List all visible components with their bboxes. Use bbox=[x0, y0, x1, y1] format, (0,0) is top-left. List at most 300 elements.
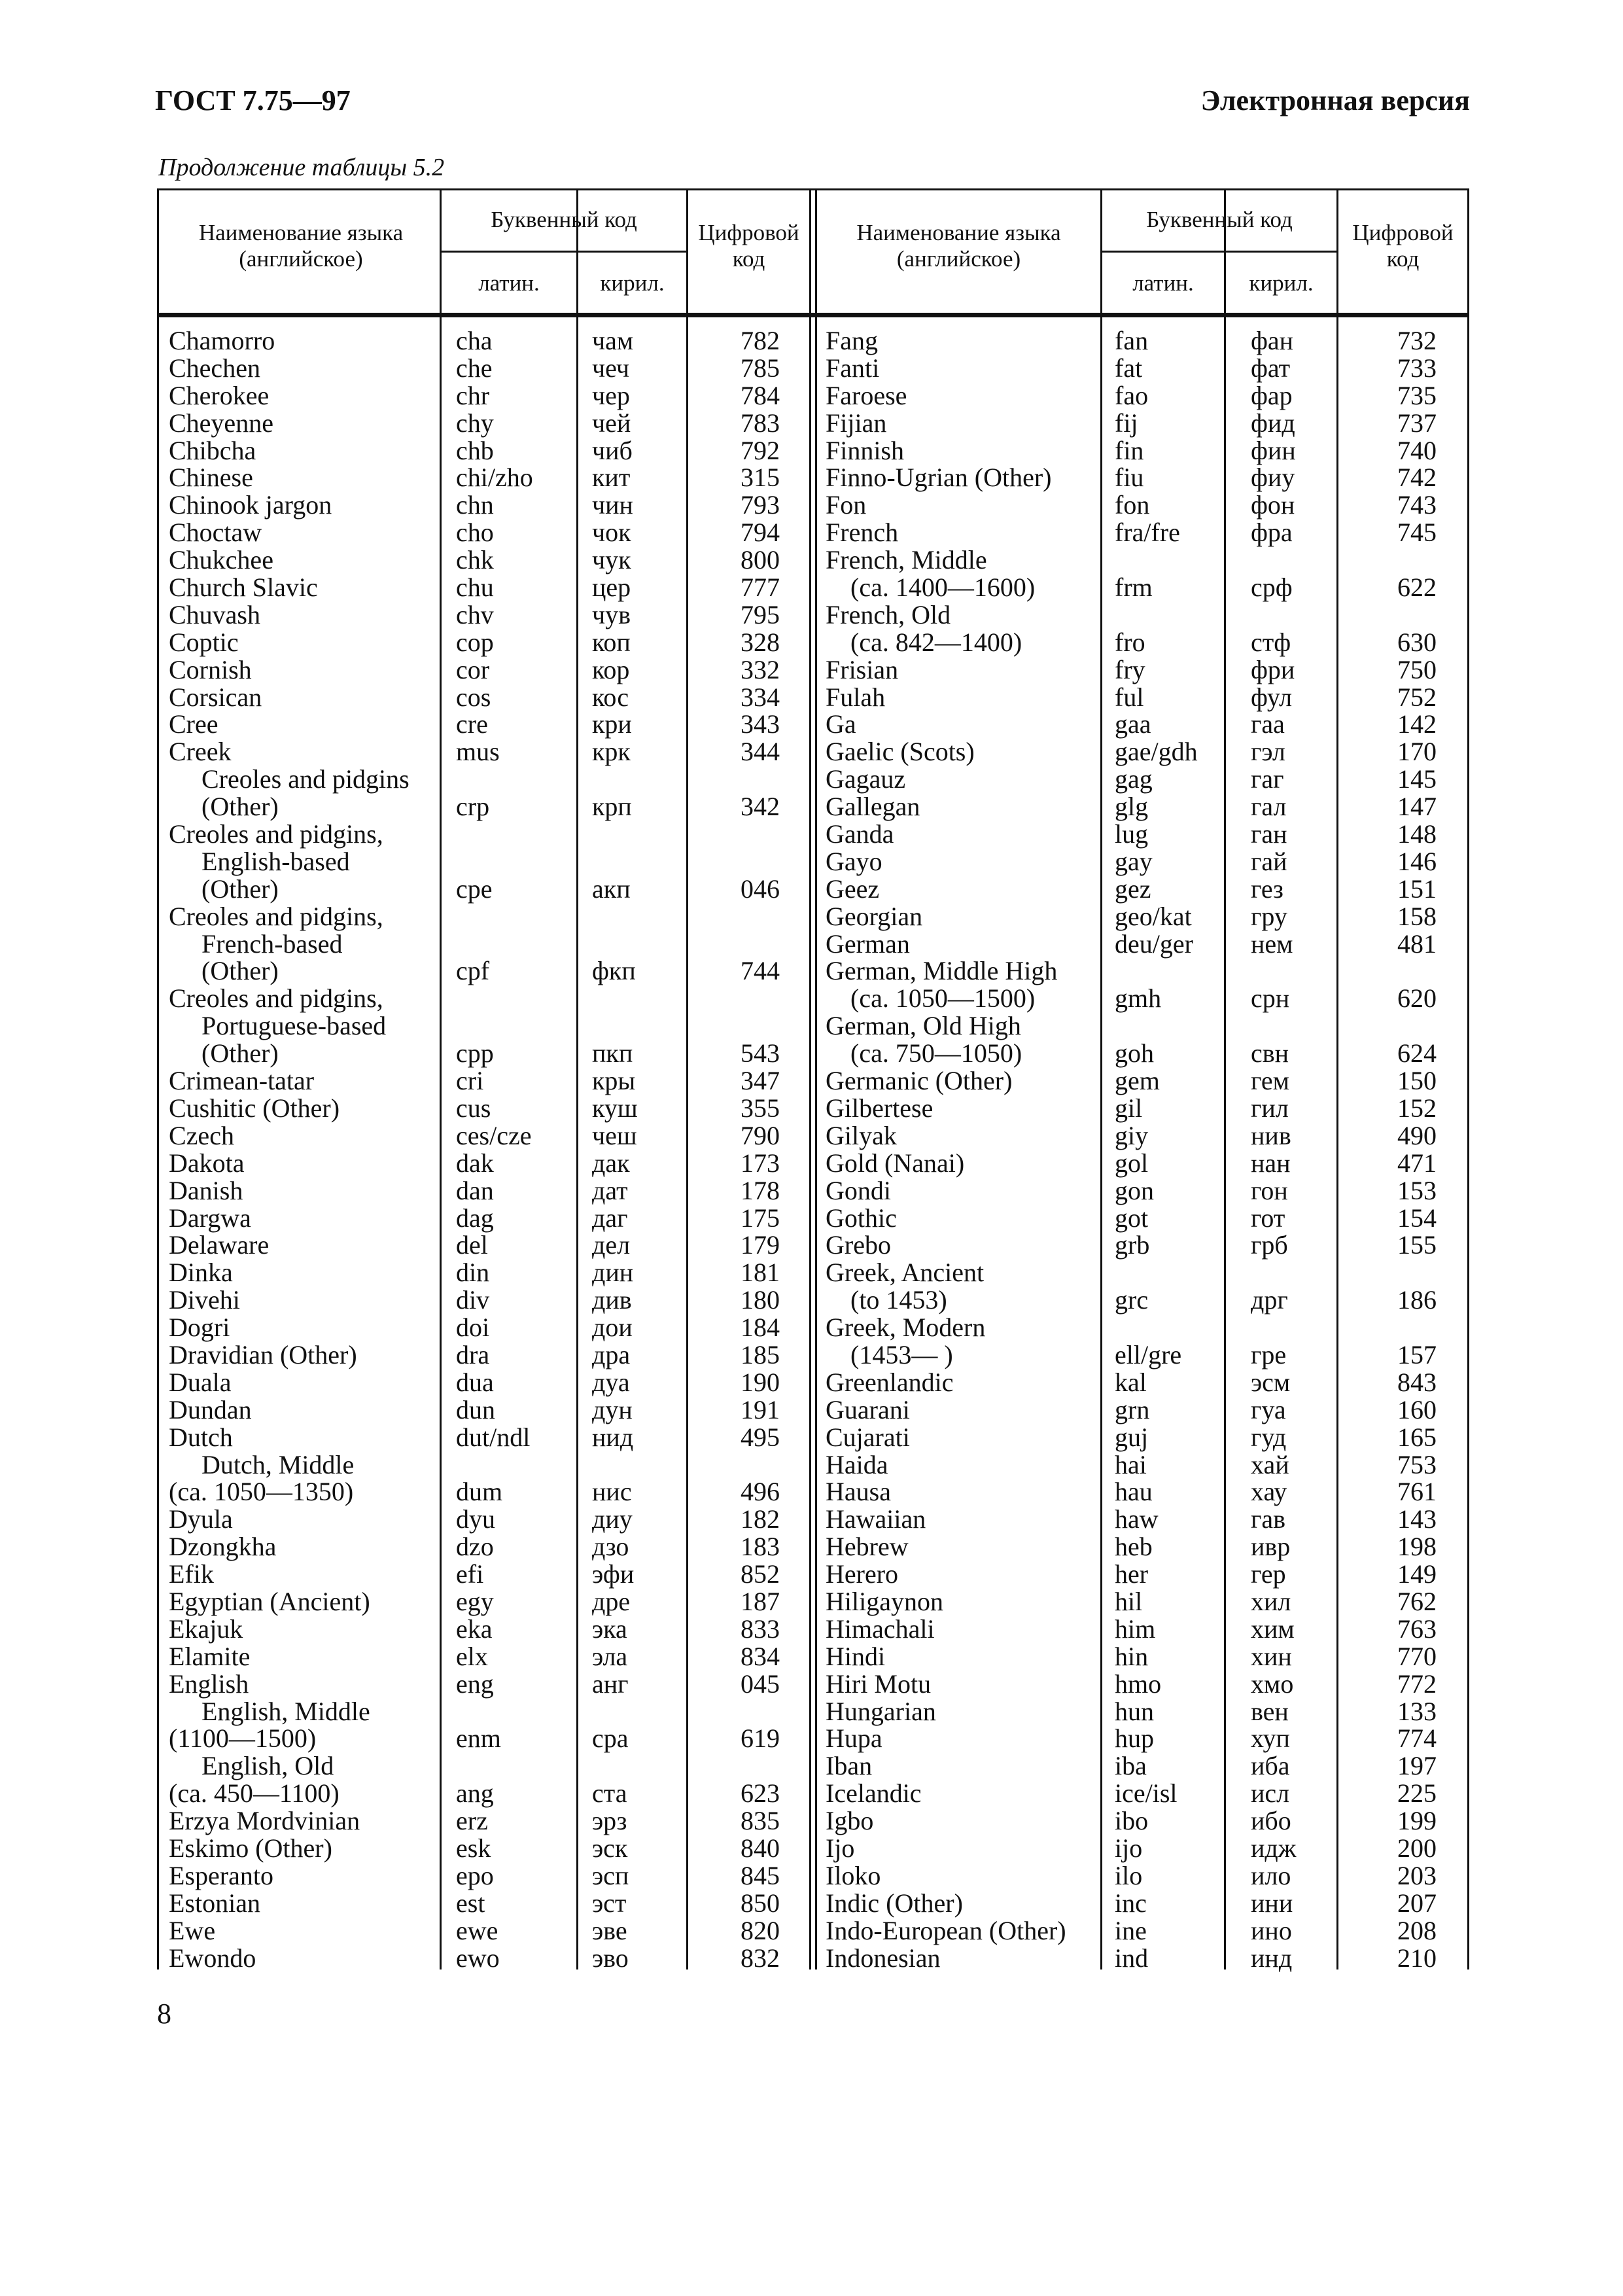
language-name: Chuvash bbox=[169, 599, 260, 629]
language-name: Creoles and pidgins, bbox=[169, 901, 383, 931]
table-row bbox=[157, 766, 1469, 793]
numeric-code: 782 bbox=[741, 326, 780, 355]
latin-code: cpe bbox=[456, 874, 493, 904]
cyrillic-code: эво bbox=[592, 1943, 629, 1973]
language-name: Danish bbox=[169, 1175, 243, 1205]
language-name: Fijian bbox=[826, 408, 887, 438]
language-name: (1100—1500) bbox=[169, 1723, 317, 1754]
language-name: Cushitic (Other) bbox=[169, 1093, 340, 1123]
latin-code: gay bbox=[1115, 846, 1153, 876]
language-name: Duala bbox=[169, 1367, 232, 1397]
table-row bbox=[157, 1095, 1469, 1122]
language-name: Hiligaynon bbox=[826, 1586, 943, 1616]
numeric-code: 180 bbox=[741, 1285, 780, 1315]
numeric-code: 328 bbox=[741, 627, 780, 657]
numeric-code: 203 bbox=[1397, 1860, 1437, 1890]
table-row bbox=[157, 1725, 1469, 1752]
table-row bbox=[157, 1177, 1469, 1205]
numeric-code: 210 bbox=[1397, 1943, 1437, 1973]
numeric-code: 187 bbox=[741, 1586, 780, 1616]
language-name: Egyptian (Ancient) bbox=[169, 1586, 370, 1616]
latin-code: erz bbox=[456, 1806, 488, 1836]
cyrillic-code: ивр bbox=[1251, 1532, 1291, 1562]
numeric-code: 199 bbox=[1397, 1806, 1437, 1836]
language-name: (Other) bbox=[201, 874, 279, 904]
numeric-code: 471 bbox=[1397, 1148, 1437, 1178]
latin-code: kal bbox=[1115, 1367, 1147, 1397]
cyrillic-code: эка bbox=[592, 1614, 627, 1644]
numeric-code: 150 bbox=[1397, 1066, 1437, 1096]
table-row bbox=[157, 711, 1469, 738]
table-row bbox=[157, 601, 1469, 629]
cyrillic-code: крк bbox=[592, 737, 631, 767]
language-name: Delaware bbox=[169, 1230, 270, 1260]
cyrillic-code: эрз bbox=[592, 1806, 627, 1836]
cyrillic-code: грб bbox=[1251, 1230, 1288, 1260]
cyrillic-code: свн bbox=[1251, 1038, 1289, 1069]
table-row bbox=[157, 793, 1469, 821]
latin-code: fon bbox=[1115, 490, 1150, 520]
table-row bbox=[157, 684, 1469, 711]
cyrillic-code: чок bbox=[592, 518, 631, 548]
column-header-latin: латин. bbox=[478, 270, 540, 296]
numeric-code: 153 bbox=[1397, 1175, 1437, 1205]
numeric-code: 181 bbox=[741, 1258, 780, 1288]
table-row bbox=[157, 519, 1469, 546]
cyrillic-code: чеч bbox=[592, 353, 629, 383]
cyrillic-code: исл bbox=[1251, 1778, 1290, 1809]
language-name: Elamite bbox=[169, 1641, 251, 1671]
language-name: Iban bbox=[826, 1751, 873, 1781]
language-name: Icelandic bbox=[826, 1778, 922, 1809]
numeric-code: 792 bbox=[741, 435, 780, 465]
numeric-code: 845 bbox=[741, 1860, 780, 1890]
cyrillic-code: эсп bbox=[592, 1860, 629, 1890]
cyrillic-code: ило bbox=[1251, 1860, 1291, 1890]
language-name: (Other) bbox=[201, 1038, 279, 1069]
numeric-code: 834 bbox=[741, 1641, 780, 1671]
table-row bbox=[157, 1561, 1469, 1588]
cyrillic-code: срн bbox=[1251, 983, 1290, 1014]
cyrillic-code: кри bbox=[592, 709, 632, 739]
numeric-code: 852 bbox=[741, 1559, 780, 1589]
cyrillic-code: нив bbox=[1251, 1120, 1291, 1150]
cyrillic-code: иба bbox=[1251, 1751, 1290, 1781]
latin-code: frm bbox=[1115, 573, 1153, 603]
column-header-cyril: кирил. bbox=[600, 270, 665, 296]
language-name: German, Old High bbox=[826, 1011, 1021, 1041]
cyrillic-code: эст bbox=[592, 1888, 627, 1918]
language-name: Finnish bbox=[826, 435, 905, 465]
cyrillic-code: нем bbox=[1251, 928, 1293, 959]
table-row bbox=[157, 930, 1469, 958]
latin-code: fiu bbox=[1115, 463, 1144, 493]
table-row bbox=[157, 1862, 1469, 1890]
table-row bbox=[157, 1396, 1469, 1424]
numeric-code: 790 bbox=[741, 1120, 780, 1150]
latin-code: ijo bbox=[1115, 1833, 1143, 1863]
table-row bbox=[157, 1588, 1469, 1616]
latin-code: heb bbox=[1115, 1532, 1153, 1562]
latin-code: hil bbox=[1115, 1586, 1143, 1616]
cyrillic-code: хуп bbox=[1251, 1723, 1290, 1754]
numeric-code: 198 bbox=[1397, 1532, 1437, 1562]
latin-code: goh bbox=[1115, 1038, 1154, 1069]
language-name: Herero bbox=[826, 1559, 899, 1589]
cyrillic-code: фра bbox=[1251, 518, 1293, 548]
language-name: Indonesian bbox=[826, 1943, 941, 1973]
language-name: Germanic (Other) bbox=[826, 1066, 1013, 1096]
numeric-code: 762 bbox=[1397, 1586, 1437, 1616]
numeric-code: 850 bbox=[741, 1888, 780, 1918]
latin-code: ind bbox=[1115, 1943, 1149, 1973]
latin-code: hup bbox=[1115, 1723, 1154, 1754]
language-code-table bbox=[157, 188, 1469, 1973]
table-row bbox=[157, 1506, 1469, 1533]
language-name: Ijo bbox=[826, 1833, 855, 1863]
language-name: Czech bbox=[169, 1120, 234, 1150]
latin-code: dan bbox=[456, 1175, 494, 1205]
numeric-code: 183 bbox=[741, 1532, 780, 1562]
numeric-code: 795 bbox=[741, 599, 780, 629]
numeric-code: 186 bbox=[1397, 1285, 1437, 1315]
cyrillic-code: дрг bbox=[1251, 1285, 1288, 1315]
language-name: Haida bbox=[826, 1449, 888, 1479]
language-name: Gagauz bbox=[826, 764, 906, 794]
latin-code: fat bbox=[1115, 353, 1143, 383]
language-name: Gilyak bbox=[826, 1120, 897, 1150]
latin-code: gaa bbox=[1115, 709, 1151, 739]
language-name: Fulah bbox=[826, 682, 886, 712]
latin-code: efi bbox=[456, 1559, 484, 1589]
latin-code: dak bbox=[456, 1148, 494, 1178]
cyrillic-code: пкп bbox=[592, 1038, 633, 1069]
latin-code: haw bbox=[1115, 1504, 1159, 1534]
table-row bbox=[157, 1341, 1469, 1369]
language-name: Gaelic (Scots) bbox=[826, 737, 975, 767]
language-name: (Other) bbox=[201, 792, 279, 822]
latin-code: crp bbox=[456, 792, 490, 822]
language-name: Cornish bbox=[169, 654, 252, 684]
cyrillic-code: чер bbox=[592, 380, 630, 410]
numeric-code: 143 bbox=[1397, 1504, 1437, 1534]
language-name: Corsican bbox=[169, 682, 262, 712]
table-row bbox=[157, 1835, 1469, 1862]
latin-code: iba bbox=[1115, 1751, 1147, 1781]
cyrillic-code: анг bbox=[592, 1669, 629, 1699]
numeric-code: 170 bbox=[1397, 737, 1437, 767]
language-name: Indo-European (Other) bbox=[826, 1915, 1066, 1945]
language-name: Chukchee bbox=[169, 545, 273, 575]
numeric-code: 622 bbox=[1397, 573, 1437, 603]
numeric-code: 772 bbox=[1397, 1669, 1437, 1699]
table-row bbox=[157, 1040, 1469, 1067]
latin-code: cpf bbox=[456, 956, 490, 986]
latin-code: fao bbox=[1115, 380, 1149, 410]
numeric-code: 184 bbox=[741, 1313, 780, 1343]
numeric-code: 840 bbox=[741, 1833, 780, 1863]
latin-code: chy bbox=[456, 408, 494, 438]
latin-code: dra bbox=[456, 1339, 490, 1369]
language-name: Fang bbox=[826, 326, 878, 355]
language-name: Dutch, Middle bbox=[201, 1449, 355, 1479]
numeric-code: 133 bbox=[1397, 1696, 1437, 1726]
numeric-code: 843 bbox=[1397, 1367, 1437, 1397]
latin-code: dyu bbox=[456, 1504, 495, 1534]
latin-code: ine bbox=[1115, 1915, 1147, 1945]
table-row bbox=[157, 1533, 1469, 1561]
language-name: Hindi bbox=[826, 1641, 886, 1671]
latin-code: eng bbox=[456, 1669, 494, 1699]
table-row bbox=[157, 1286, 1469, 1314]
latin-code: epo bbox=[456, 1860, 494, 1890]
cyrillic-code: чин bbox=[592, 490, 633, 520]
language-name: Ganda bbox=[826, 819, 894, 849]
cyrillic-code: фид bbox=[1251, 408, 1295, 438]
table-row bbox=[157, 1917, 1469, 1945]
latin-code: gag bbox=[1115, 764, 1153, 794]
table-row bbox=[157, 1012, 1469, 1040]
language-name: Dakota bbox=[169, 1148, 245, 1178]
cyrillic-code: гре bbox=[1251, 1339, 1287, 1369]
numeric-code: 045 bbox=[741, 1669, 780, 1699]
language-name: (ca. 1400—1600) bbox=[850, 573, 1036, 603]
latin-code: geo/kat bbox=[1115, 901, 1192, 931]
numeric-code: 820 bbox=[741, 1915, 780, 1945]
latin-code: div bbox=[456, 1285, 490, 1315]
numeric-code: 190 bbox=[741, 1367, 780, 1397]
latin-code: cus bbox=[456, 1093, 491, 1123]
table-row bbox=[157, 1478, 1469, 1506]
numeric-code: 152 bbox=[1397, 1093, 1437, 1123]
latin-code: him bbox=[1115, 1614, 1156, 1644]
numeric-code: 355 bbox=[741, 1093, 780, 1123]
latin-code: fry bbox=[1115, 654, 1145, 684]
cyrillic-code: хай bbox=[1251, 1449, 1289, 1479]
cyrillic-code: вен bbox=[1251, 1696, 1289, 1726]
latin-code: hun bbox=[1115, 1696, 1154, 1726]
table-body bbox=[157, 327, 1469, 1971]
language-name: German bbox=[826, 928, 910, 959]
cyrillic-code: гаг bbox=[1251, 764, 1284, 794]
language-name: Dravidian (Other) bbox=[169, 1339, 357, 1369]
cyrillic-code: акп bbox=[592, 874, 631, 904]
numeric-code: 154 bbox=[1397, 1203, 1437, 1233]
cyrillic-code: эве bbox=[592, 1915, 627, 1945]
latin-code: ces/cze bbox=[456, 1120, 532, 1150]
table-row bbox=[157, 382, 1469, 410]
cyrillic-code: кос bbox=[592, 682, 629, 712]
cyrillic-code: ибо bbox=[1251, 1806, 1291, 1836]
cyrillic-code: гил bbox=[1251, 1093, 1289, 1123]
cyrillic-code: гез bbox=[1251, 874, 1283, 904]
latin-code: ilo bbox=[1115, 1860, 1143, 1890]
language-name: (ca. 750—1050) bbox=[850, 1038, 1022, 1069]
language-name: Erzya Mordvinian bbox=[169, 1806, 360, 1836]
cyrillic-code: кор bbox=[592, 654, 630, 684]
numeric-code: 793 bbox=[741, 490, 780, 520]
language-name: (ca. 450—1100) bbox=[169, 1778, 340, 1809]
numeric-code: 207 bbox=[1397, 1888, 1437, 1918]
language-name: Gold (Nanai) bbox=[826, 1148, 965, 1178]
latin-code: dua bbox=[456, 1367, 494, 1397]
latin-code: chb bbox=[456, 435, 494, 465]
language-name: Dyula bbox=[169, 1504, 233, 1534]
cyrillic-code: фат bbox=[1251, 353, 1291, 383]
latin-code: doi bbox=[456, 1313, 490, 1343]
latin-code: grb bbox=[1115, 1230, 1150, 1260]
table-row bbox=[157, 1616, 1469, 1643]
table-row bbox=[157, 738, 1469, 766]
language-name: Dargwa bbox=[169, 1203, 251, 1233]
table-row bbox=[157, 1424, 1469, 1451]
language-name: Faroese bbox=[826, 380, 907, 410]
numeric-code: 735 bbox=[1397, 380, 1437, 410]
column-header-digital: Цифровой код bbox=[1352, 220, 1454, 272]
language-name: (ca. 1050—1350) bbox=[169, 1477, 354, 1507]
language-name: Cheyenne bbox=[169, 408, 273, 438]
language-name: Cujarati bbox=[826, 1422, 910, 1452]
cyrillic-code: коп bbox=[592, 627, 631, 657]
numeric-code: 619 bbox=[741, 1723, 780, 1754]
latin-code: gil bbox=[1115, 1093, 1143, 1123]
language-name: French-based bbox=[201, 928, 343, 959]
table-row bbox=[157, 1780, 1469, 1807]
numeric-code: 151 bbox=[1397, 874, 1437, 904]
language-name: Hupa bbox=[826, 1723, 882, 1754]
cyrillic-code: фиу bbox=[1251, 463, 1295, 493]
numeric-code: 750 bbox=[1397, 654, 1437, 684]
table-rule bbox=[157, 188, 1469, 190]
language-name: French, Old bbox=[826, 599, 951, 629]
numeric-code: 753 bbox=[1397, 1449, 1437, 1479]
column-header-digital: Цифровой код bbox=[698, 220, 799, 272]
language-name: Hiri Motu bbox=[826, 1669, 932, 1699]
cyrillic-code: дуа bbox=[592, 1367, 630, 1397]
language-name: Gayo bbox=[826, 846, 882, 876]
numeric-code: 165 bbox=[1397, 1422, 1437, 1452]
table-rule bbox=[440, 251, 688, 253]
latin-code: dum bbox=[456, 1477, 503, 1507]
column-header-name: Наименование языка (английское) bbox=[198, 220, 404, 272]
numeric-code: 835 bbox=[741, 1806, 780, 1836]
language-name: (ca. 1050—1500) bbox=[850, 983, 1036, 1014]
language-name: French, Middle bbox=[826, 545, 987, 575]
numeric-code: 761 bbox=[1397, 1477, 1437, 1507]
cyrillic-code: гуа bbox=[1251, 1394, 1286, 1424]
cyrillic-code: ган bbox=[1251, 819, 1287, 849]
cyrillic-code: фри bbox=[1251, 654, 1295, 684]
language-name: Greek, Modern bbox=[826, 1313, 986, 1343]
latin-code: fra/fre bbox=[1115, 518, 1180, 548]
cyrillic-code: гал bbox=[1251, 792, 1287, 822]
latin-code: fan bbox=[1115, 326, 1149, 355]
latin-code: ang bbox=[456, 1778, 494, 1809]
language-name: Creoles and pidgins, bbox=[169, 819, 383, 849]
language-name: Geez bbox=[826, 874, 880, 904]
table-row bbox=[157, 1670, 1469, 1698]
numeric-code: 148 bbox=[1397, 819, 1437, 849]
numeric-code: 225 bbox=[1397, 1778, 1437, 1809]
language-name: Iloko bbox=[826, 1860, 881, 1890]
language-name: Choctaw bbox=[169, 518, 262, 548]
cyrillic-code: крп bbox=[592, 792, 632, 822]
table-row bbox=[157, 464, 1469, 491]
numeric-code: 800 bbox=[741, 545, 780, 575]
latin-code: est bbox=[456, 1888, 485, 1918]
cyrillic-code: фон bbox=[1251, 490, 1295, 520]
latin-code: chr bbox=[456, 380, 490, 410]
latin-code: cpp bbox=[456, 1038, 494, 1069]
cyrillic-code: куш bbox=[592, 1093, 638, 1123]
language-name: Hausa bbox=[826, 1477, 891, 1507]
cyrillic-code: фин bbox=[1251, 435, 1296, 465]
latin-code: glg bbox=[1115, 792, 1149, 822]
cyrillic-code: нис bbox=[592, 1477, 632, 1507]
latin-code: chn bbox=[456, 490, 494, 520]
cyrillic-code: див bbox=[592, 1285, 632, 1315]
numeric-code: 543 bbox=[741, 1038, 780, 1069]
latin-code: elx bbox=[456, 1641, 488, 1671]
cyrillic-code: фан bbox=[1251, 326, 1294, 355]
numeric-code: 185 bbox=[741, 1339, 780, 1369]
language-name: (ca. 842—1400) bbox=[850, 627, 1022, 657]
latin-code: hin bbox=[1115, 1641, 1149, 1671]
latin-code: hau bbox=[1115, 1477, 1153, 1507]
latin-code: deu/ger bbox=[1115, 928, 1193, 959]
latin-code: lug bbox=[1115, 819, 1149, 849]
table-row bbox=[157, 574, 1469, 601]
numeric-code: 208 bbox=[1397, 1915, 1437, 1945]
language-name: Church Slavic bbox=[169, 573, 318, 603]
language-name: Chamorro bbox=[169, 326, 275, 355]
cyrillic-code: гем bbox=[1251, 1066, 1289, 1096]
language-name: Ewondo bbox=[169, 1943, 256, 1973]
language-name: Dogri bbox=[169, 1313, 230, 1343]
latin-code: esk bbox=[456, 1833, 491, 1863]
numeric-code: 315 bbox=[741, 463, 780, 493]
numeric-code: 149 bbox=[1397, 1559, 1437, 1589]
latin-code: fro bbox=[1115, 627, 1145, 657]
cyrillic-code: эфи bbox=[592, 1559, 635, 1589]
latin-code: dzo bbox=[456, 1532, 494, 1562]
cyrillic-code: фул bbox=[1251, 682, 1293, 712]
latin-code: her bbox=[1115, 1559, 1149, 1589]
numeric-code: 733 bbox=[1397, 353, 1437, 383]
numeric-code: 179 bbox=[741, 1230, 780, 1260]
latin-code: hmo bbox=[1115, 1669, 1162, 1699]
numeric-code: 496 bbox=[741, 1477, 780, 1507]
cyrillic-code: гон bbox=[1251, 1175, 1288, 1205]
cyrillic-code: стф bbox=[1251, 627, 1291, 657]
latin-code: gmh bbox=[1115, 983, 1162, 1014]
table-row bbox=[157, 327, 1469, 355]
numeric-code: 343 bbox=[741, 709, 780, 739]
cyrillic-code: хмо bbox=[1251, 1669, 1294, 1699]
language-name: Frisian bbox=[826, 654, 899, 684]
language-name: (Other) bbox=[201, 956, 279, 986]
latin-code: inc bbox=[1115, 1888, 1147, 1918]
numeric-code: 832 bbox=[741, 1943, 780, 1973]
numeric-code: 777 bbox=[741, 573, 780, 603]
cyrillic-code: ини bbox=[1251, 1888, 1293, 1918]
language-name: French bbox=[826, 518, 899, 548]
table-row bbox=[157, 957, 1469, 985]
language-name: Hawaiian bbox=[826, 1504, 926, 1534]
latin-code: guj bbox=[1115, 1422, 1149, 1452]
numeric-code: 784 bbox=[741, 380, 780, 410]
numeric-code: 495 bbox=[741, 1422, 780, 1452]
